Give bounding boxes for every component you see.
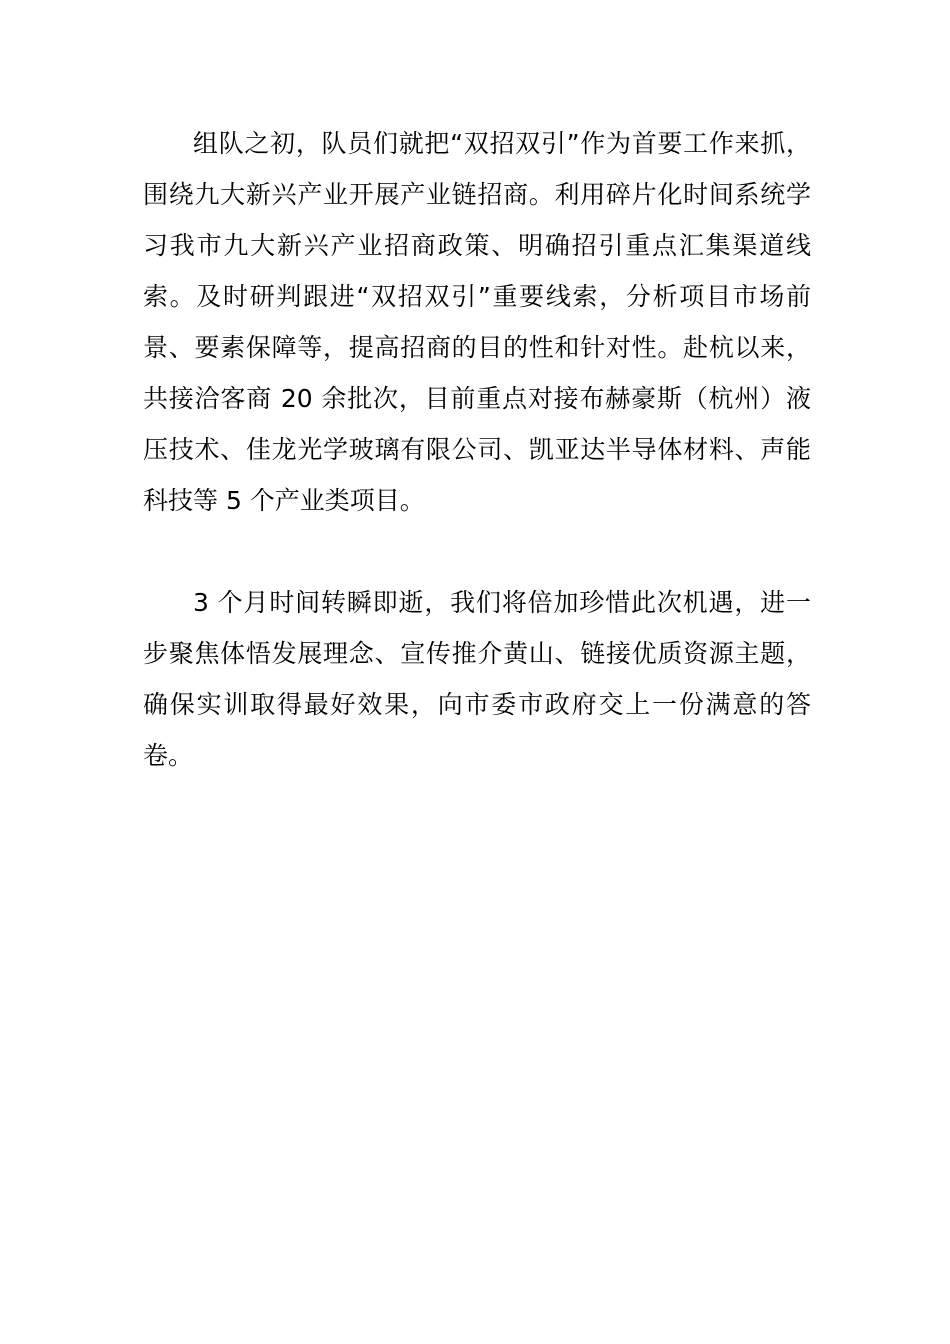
paragraph-conclusion: 3 个月时间转瞬即逝，我们将倍加珍惜此次机遇，进一步聚焦体悟发展理念、宣传推介黄山、链接优质资源主题，确保实训取得最好效果，向市委市政府交上一份满意的答卷。 (143, 588, 811, 770)
paragraph-team-work: 组队之初，队员们就把“双招双引”作为首要工作来抓，围绕九大新兴产业开展产业链招商。利用碎片化时间系统学习我市九大新兴产业招商政策、明确招引重点汇集渠道线索。及时研判跟进“双招双引”重要线索，分析项目市场前景、要素保障等，提高招商的目的性和针对性。赴杭以来，共接洽客商 20 余批次，目前重点对接布赫豪斯（杭州）液压技术、佳龙光学玻璃有限公司、凯亚达半导体材料、声能科技等 5 个产业类项目。 (143, 129, 811, 515)
document-body (143, 118, 811, 781)
